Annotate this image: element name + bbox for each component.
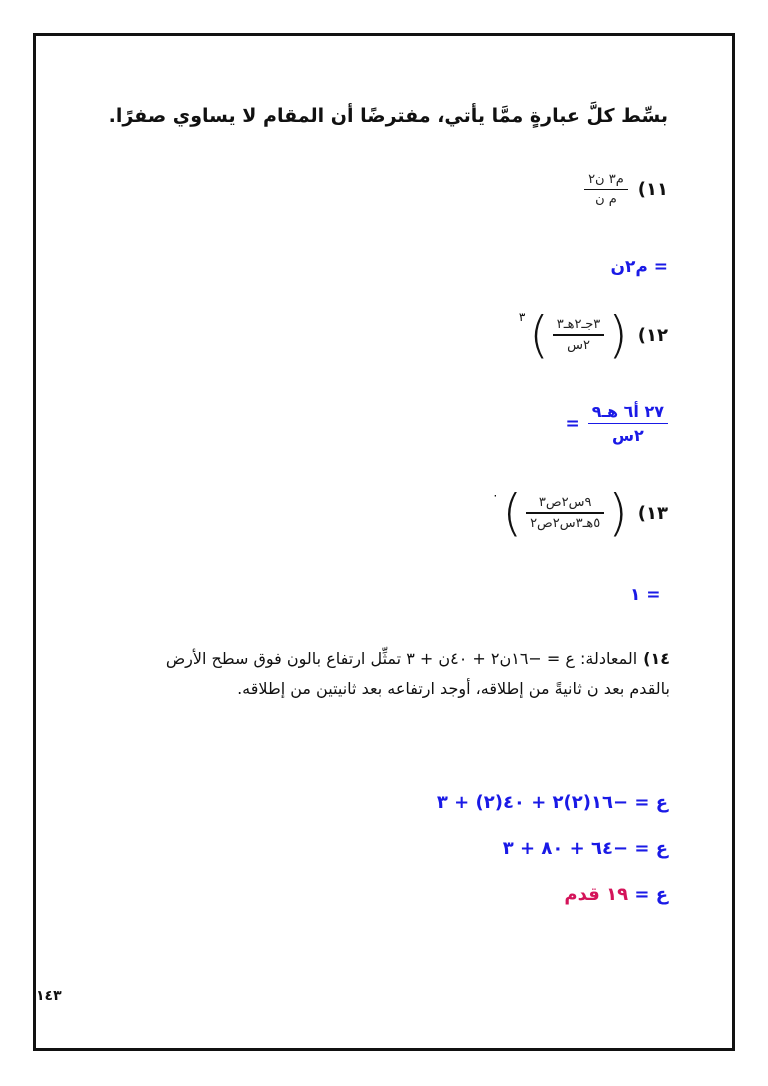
answer-11: = م٢ن xyxy=(610,257,668,277)
fraction-denominator: م ن xyxy=(595,192,617,208)
question-14 xyxy=(150,644,670,704)
question-12 xyxy=(518,306,668,364)
fraction-denominator: ٢س xyxy=(567,337,590,353)
question-13 xyxy=(492,484,668,542)
fraction-numerator: ٣جـ٢هـ٣ xyxy=(556,317,601,333)
question-text: المعادلة: ع = −١٦ن٢ + ٤٠ن + ٣ تمثِّل ارتفاع بالون فوق سطح الأرض بالقدم بعد ن ثانيةً من إطلاقه، أوجد ارتفاعه بعد ثانيتين من إطلاقه. xyxy=(165,649,670,698)
fraction-numerator: ٩س٢ص٣ xyxy=(538,495,592,511)
answer-fraction xyxy=(588,402,668,445)
final-value: ١٩ قدم xyxy=(564,884,629,905)
instruction-text: بسِّط كلَّ عبارةٍ ممَّا يأتي، مفترضًا أن المقام لا يساوي صفرًا. xyxy=(108,105,668,127)
exponent: ٠ xyxy=(492,488,499,502)
answer-denominator: ٢س xyxy=(611,426,644,446)
question-11 xyxy=(584,172,668,207)
open-paren: ( xyxy=(608,484,628,542)
fraction xyxy=(553,317,604,352)
equals-sign: = xyxy=(565,413,580,434)
close-paren: ) xyxy=(502,484,523,542)
answer-13: ١ = xyxy=(630,585,661,605)
final-variable: ع = xyxy=(634,884,668,905)
exponent: ٣ xyxy=(518,310,526,324)
answer-numerator: ٢٧ أ٦ هـ٩ xyxy=(591,402,664,421)
work-step-2: ع = −٦٤ + ٨٠ + ٣ xyxy=(502,838,668,859)
fraction xyxy=(526,495,604,530)
fraction xyxy=(584,172,628,207)
question-number: ١٢) xyxy=(637,324,668,346)
question-number: ١٣) xyxy=(637,502,668,524)
question-number: ١٤) xyxy=(643,649,670,668)
question-number: ١١) xyxy=(637,179,668,201)
close-paren: ) xyxy=(529,306,549,364)
answer-12 xyxy=(565,402,668,445)
final-answer xyxy=(564,884,668,905)
page-number: ١٤٣ xyxy=(36,988,62,1004)
fraction-numerator: م٣ ن٢ xyxy=(588,172,624,187)
work-step-1: ع = −١٦(٢)٢ + ٤٠(٢) + ٣ xyxy=(436,792,668,813)
open-paren: ( xyxy=(608,306,628,364)
fraction-denominator: ٥هـ٣س٢ص٢ xyxy=(530,515,601,531)
